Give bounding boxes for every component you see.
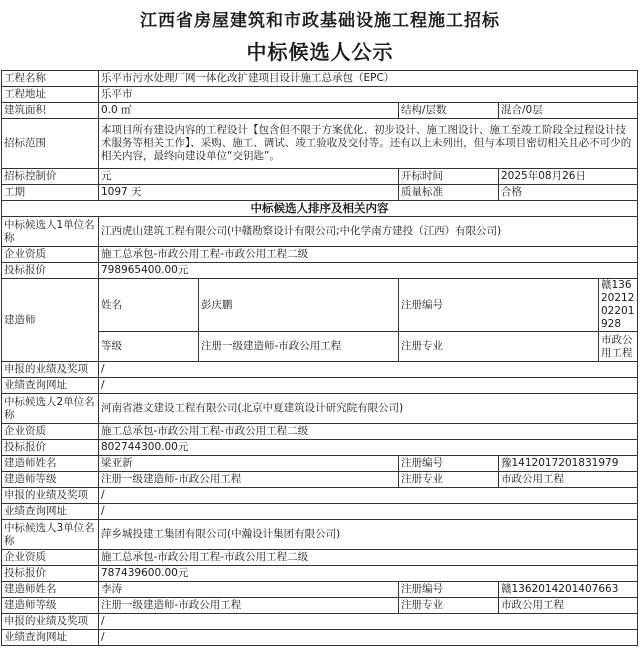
row-project-location: [2, 87, 638, 103]
label-quality: 质量标准: [399, 185, 499, 201]
row-c1-price: [2, 263, 638, 279]
label-project-name: 工程名称: [2, 71, 99, 87]
row-area: [2, 103, 638, 119]
value-structure: 混合/0层: [499, 103, 638, 119]
label-c1-grade: 等级: [99, 332, 199, 362]
label-c2-price: 投标报价: [2, 440, 99, 456]
value-c2-url: /: [99, 504, 638, 520]
value-c2-qual: 施工总承包-市政公用工程-市政公用工程二级: [99, 424, 638, 440]
label-c2-reg-no: 注册编号: [399, 456, 499, 472]
value-c1-url: /: [99, 378, 638, 394]
value-c3-qual: 施工总承包-市政公用工程-市政公用工程二级: [99, 550, 638, 566]
value-c3-grade: 注册一级建造师-市政公用工程: [99, 598, 399, 614]
label-duration: 工期: [2, 185, 99, 201]
label-c3-reg-no: 注册编号: [399, 582, 499, 598]
label-c2-builder-name: 建造师姓名: [2, 456, 99, 472]
value-c2-major: 市政公用工程: [499, 472, 638, 488]
label-scope: 招标范围: [2, 119, 99, 169]
row-c2-price: [2, 440, 638, 456]
value-c2-award: /: [99, 488, 638, 504]
label-area: 建筑面积: [2, 103, 99, 119]
label-open-time: 开标时间: [399, 169, 499, 185]
label-c2-url: 业绩查询网址: [2, 504, 99, 520]
value-project-name: 乐平市污水处理厂网一体化改扩建项目设计施工总承包（EPC）: [99, 71, 638, 87]
page-title-line1: 江西省房屋建筑和市政基础设施工程施工招标: [140, 11, 500, 31]
value-c2-reg-no: 豫1412017201831979: [499, 456, 638, 472]
row-c1-award: [2, 362, 638, 378]
value-c3-price: 787439600.00元: [99, 566, 638, 582]
value-area: 0.0 ㎡: [99, 103, 399, 119]
row-duration: [2, 185, 638, 201]
row-c3-builder-name: [2, 582, 638, 598]
value-c3-award: /: [99, 614, 638, 630]
value-c2-unit: 河南省港文建设工程有限公司(北京中夏建筑设计研究院有限公司): [99, 394, 638, 424]
label-c2-qual: 企业资质: [2, 424, 99, 440]
label-c3-unit: 中标候选人3单位名称: [2, 520, 99, 550]
label-c1-award: 申报的业绩及奖项: [2, 362, 99, 378]
value-duration: 1097 天: [99, 185, 399, 201]
label-c1-major: 注册专业: [399, 332, 599, 362]
label-c1-name: 姓名: [99, 279, 199, 332]
announcement-table: [1, 70, 638, 646]
row-c3-builder-grade: [2, 598, 638, 614]
value-scope: 本项目所有建设内容的工程设计【包含但不限于方案优化、初步设计、施工图设计、施工至竣工阶段全过程设计技术服务等相关工作】、采购、施工、调试、竣工验收及交付等。还有以上未列出，但与本项目密切相关且必不可少的相关内容，最终向建设单位“交钥匙”。: [99, 119, 638, 169]
label-c1-unit: 中标候选人1单位名称: [2, 217, 99, 247]
label-c1-builder: 建造师: [2, 279, 99, 362]
row-c2-url: [2, 504, 638, 520]
value-c1-price: 798965400.00元: [99, 263, 638, 279]
label-c1-url: 业绩查询网址: [2, 378, 99, 394]
value-c1-reg-no: 赣1362021202201928: [599, 279, 638, 332]
row-c2-builder-name: [2, 456, 638, 472]
value-c1-major: 市政公用工程: [599, 332, 638, 362]
row-c2-qual: [2, 424, 638, 440]
label-c1-price: 投标报价: [2, 263, 99, 279]
label-c2-major: 注册专业: [399, 472, 499, 488]
row-c2-builder-grade: [2, 472, 638, 488]
row-c3-qual: [2, 550, 638, 566]
label-c3-major: 注册专业: [399, 598, 499, 614]
label-structure: 结构/层数: [399, 103, 499, 119]
label-c3-grade: 建造师等级: [2, 598, 99, 614]
value-c3-unit: 萍乡城投建工集团有限公司(中瀚设计集团有限公司): [99, 520, 638, 550]
value-c1-grade: 注册一级建造师-市政公用工程: [199, 332, 399, 362]
value-location: 乐平市: [99, 87, 638, 103]
section-title: 中标候选人排序及相关内容: [2, 201, 638, 217]
label-c3-builder-name: 建造师姓名: [2, 582, 99, 598]
value-c1-name: 彭庆鹏: [199, 279, 399, 332]
row-c2-award: [2, 488, 638, 504]
label-c2-grade: 建造师等级: [2, 472, 99, 488]
page-title-line2: 中标候选人公示: [246, 40, 394, 64]
value-control-price: 元: [99, 169, 399, 185]
label-c2-award: 申报的业绩及奖项: [2, 488, 99, 504]
value-c1-qual: 施工总承包-市政公用工程-市政公用工程二级: [99, 247, 638, 263]
label-c1-qual: 企业资质: [2, 247, 99, 263]
label-c1-reg-no: 注册编号: [399, 279, 599, 332]
value-c2-price: 802744300.00元: [99, 440, 638, 456]
value-c3-builder-name: 李涛: [99, 582, 399, 598]
value-open-time: 2025年08月26日: [499, 169, 638, 185]
value-c2-grade: 注册一级建造师-市政公用工程: [99, 472, 399, 488]
row-c3-unit: [2, 520, 638, 550]
value-c3-url: /: [99, 630, 638, 646]
row-c3-award: [2, 614, 638, 630]
value-c1-unit: 江西虎山建筑工程有限公司(中赣勘察设计有限公司;中化学南方建投（江西）有限公司): [99, 217, 638, 247]
label-c3-url: 业绩查询网址: [2, 630, 99, 646]
row-c1-url: [2, 378, 638, 394]
label-c3-award: 申报的业绩及奖项: [2, 614, 99, 630]
row-c1-builder-name: [2, 279, 638, 332]
row-c3-price: [2, 566, 638, 582]
row-c1-qual: [2, 247, 638, 263]
label-location: 工程地址: [2, 87, 99, 103]
value-c2-builder-name: 梁亚新: [99, 456, 399, 472]
label-control-price: 招标控制价: [2, 169, 99, 185]
value-c3-reg-no: 赣1362014201407663: [499, 582, 638, 598]
row-c2-unit: [2, 394, 638, 424]
value-c1-award: /: [99, 362, 638, 378]
value-c3-major: 市政公用工程: [499, 598, 638, 614]
label-c2-unit: 中标候选人2单位名称: [2, 394, 99, 424]
row-c3-url: [2, 630, 638, 646]
row-control-price: [2, 169, 638, 185]
row-c1-unit: [2, 217, 638, 247]
row-scope: [2, 119, 638, 169]
label-c3-qual: 企业资质: [2, 550, 99, 566]
label-c3-price: 投标报价: [2, 566, 99, 582]
value-quality: 合格: [499, 185, 638, 201]
row-project-name: [2, 71, 638, 87]
row-section-title: [2, 201, 638, 217]
